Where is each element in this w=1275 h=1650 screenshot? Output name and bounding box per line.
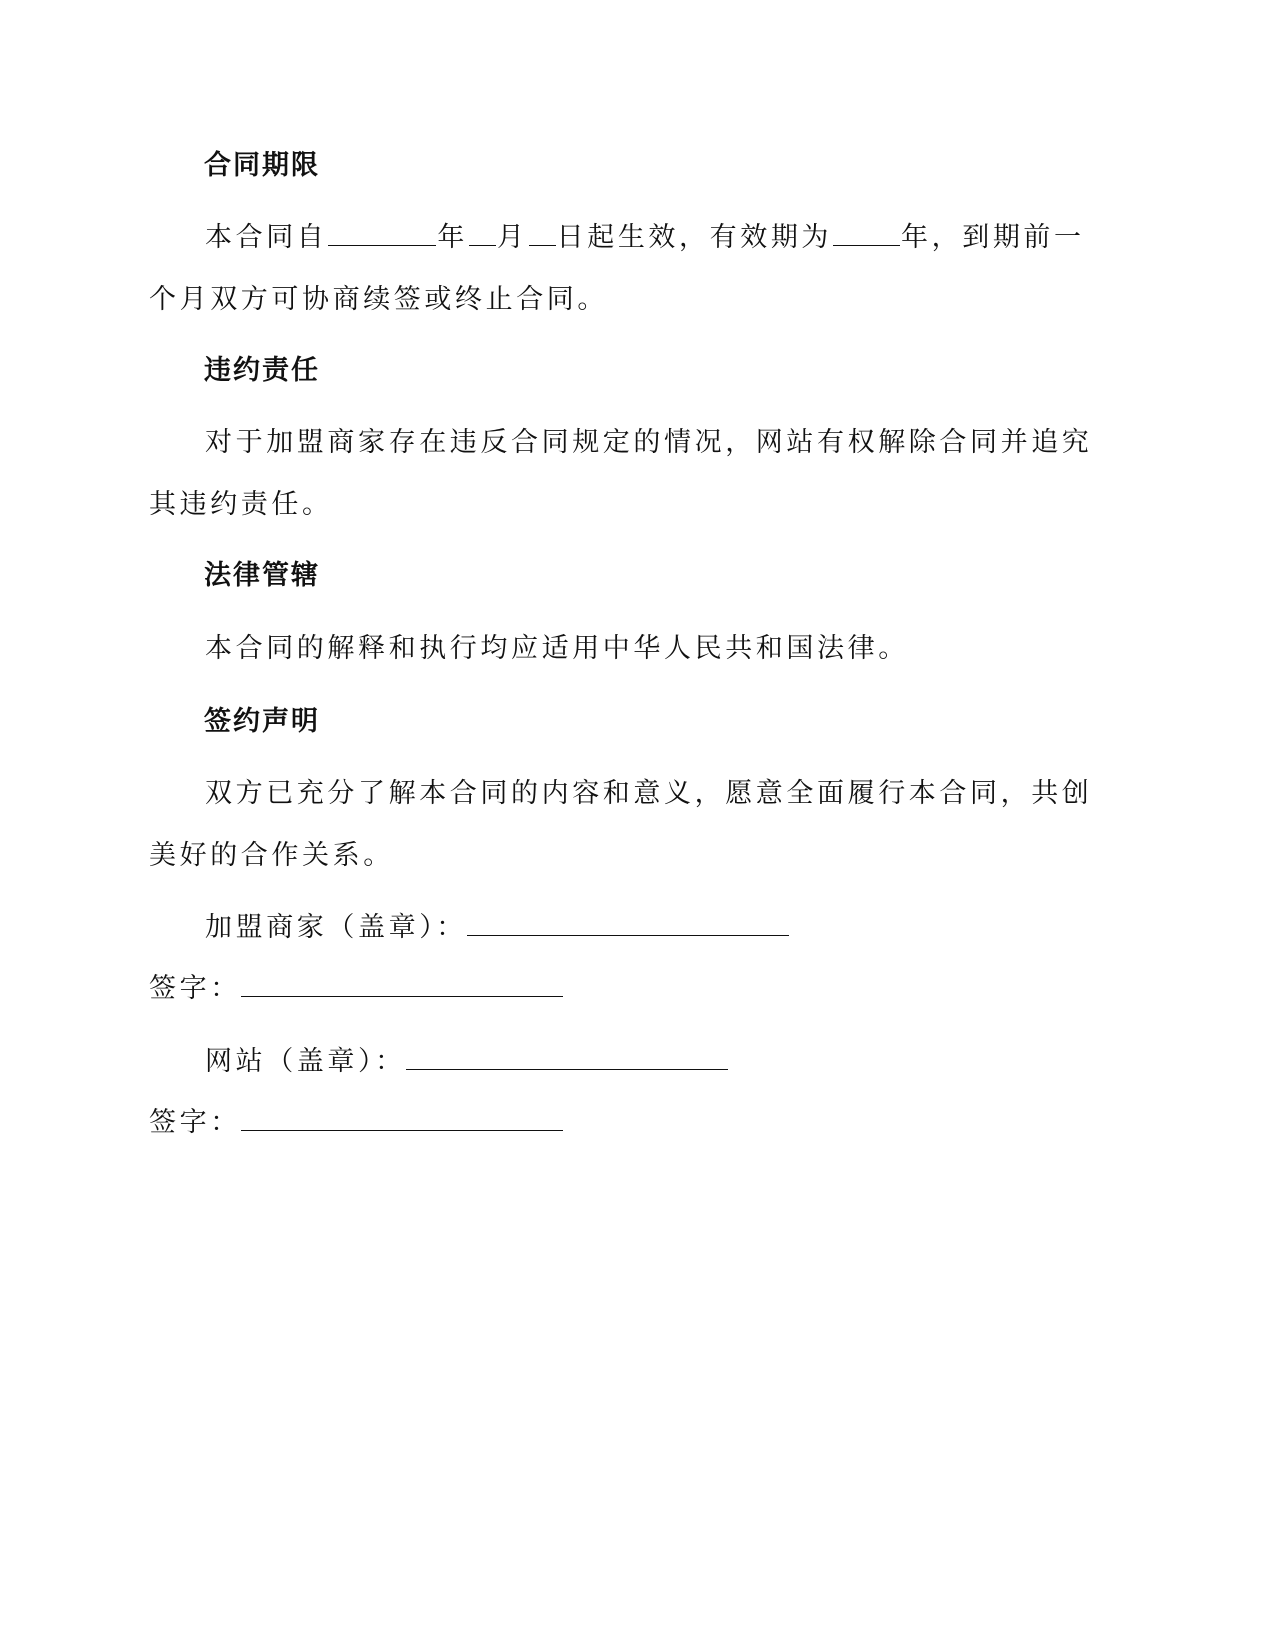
merchant-sign-label: 签字： — [149, 973, 241, 1004]
section-paragraph-term — [149, 207, 1111, 331]
section-paragraph-liability: 对于加盟商家存在违反合同规定的情况，网站有权解除合同并追究其违约责任。 — [149, 427, 1093, 520]
section-heading-declaration: 签约声明 — [204, 706, 320, 737]
section-heading-liability: 违约责任 — [204, 355, 320, 386]
merchant-sign-field[interactable] — [241, 968, 563, 997]
term-text-end: 年，到期前一个月双方可协商续签或终止合同。 — [149, 222, 1085, 315]
section-heading-term: 合同期限 — [204, 150, 320, 181]
merchant-seal-field[interactable] — [467, 907, 789, 936]
term-text-start: 本合同自 — [205, 222, 328, 253]
duration-years-blank[interactable] — [833, 217, 900, 246]
merchant-seal-label: 加盟商家（盖章）： — [205, 912, 467, 943]
website-sign-field[interactable] — [241, 1102, 563, 1131]
term-text-year: 年 — [437, 222, 469, 253]
website-seal-label: 网站（盖章）： — [205, 1046, 406, 1077]
term-text-month: 月 — [497, 222, 528, 253]
start-day-blank[interactable] — [529, 217, 556, 246]
website-sign-label: 签字： — [149, 1107, 241, 1138]
website-seal-field[interactable] — [406, 1041, 728, 1070]
term-text-effective: 日起生效，有效期为 — [556, 222, 833, 253]
section-heading-jurisdiction: 法律管辖 — [204, 560, 320, 591]
website-seal-line — [205, 1041, 728, 1082]
merchant-seal-line — [205, 907, 789, 948]
section-paragraph-declaration: 双方已充分了解本合同的内容和意义，愿意全面履行本合同，共创美好的合作关系。 — [149, 778, 1093, 871]
start-month-blank[interactable] — [469, 217, 496, 246]
start-year-blank[interactable] — [328, 217, 436, 246]
merchant-sign-line — [149, 968, 563, 1009]
website-sign-line — [149, 1102, 563, 1143]
section-paragraph-jurisdiction: 本合同的解释和执行均应适用中华人民共和国法律。 — [205, 633, 909, 664]
